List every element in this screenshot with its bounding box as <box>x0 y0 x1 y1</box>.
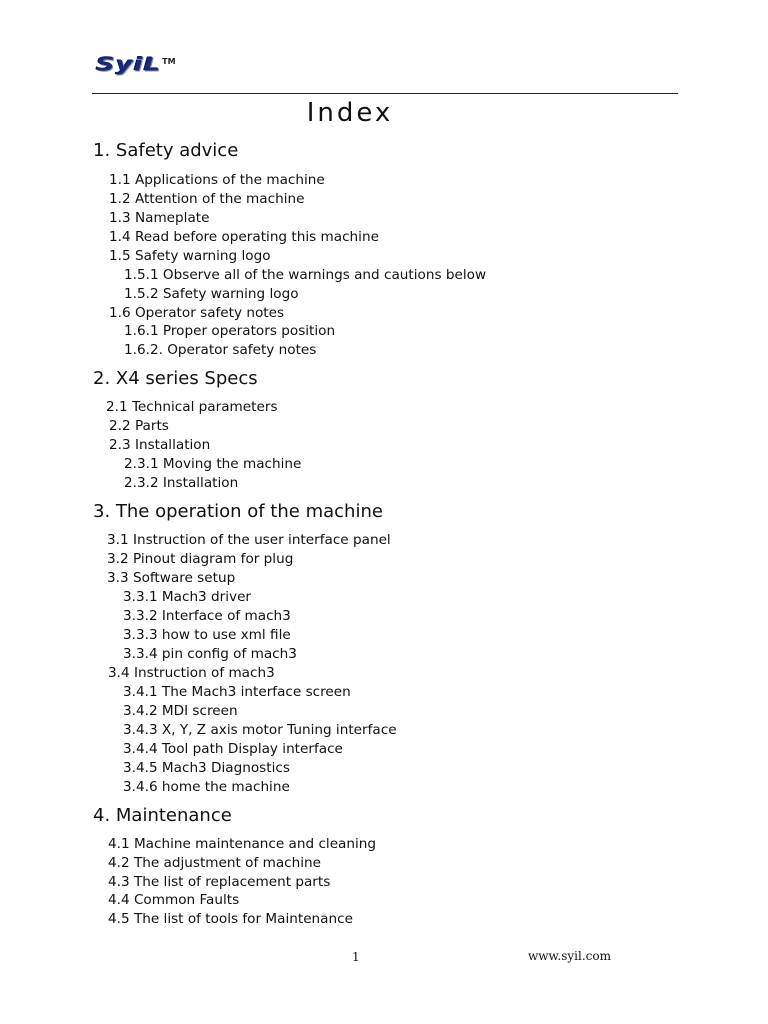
toc-item[interactable]: 3.3 Software setup <box>107 570 236 586</box>
page-number: 1 <box>352 950 360 964</box>
toc-subitem[interactable]: 2.3.1 Moving the machine <box>124 456 302 472</box>
toc-item[interactable]: 4.2 The adjustment of machine <box>108 855 322 871</box>
toc-subitem[interactable]: 3.4.2 MDI screen <box>123 703 238 719</box>
toc-item[interactable]: 4.1 Machine maintenance and cleaning <box>108 836 377 852</box>
toc-subitem[interactable]: 3.4.1 The Mach3 interface screen <box>123 684 351 700</box>
toc-item[interactable]: 4.4 Common Faults <box>108 892 240 908</box>
toc-item[interactable]: 1.2 Attention of the machine <box>109 191 305 207</box>
toc-item[interactable]: 1.3 Nameplate <box>109 210 210 226</box>
toc-subitem[interactable]: 3.3.1 Mach3 driver <box>123 589 252 605</box>
toc-item[interactable]: 2.1 Technical parameters <box>106 399 278 415</box>
logo-trademark: TM <box>162 57 176 66</box>
toc-item[interactable]: 4.3 The list of replacement parts <box>108 874 331 890</box>
toc-subitem[interactable]: 3.4.4 Tool path Display interface <box>123 741 343 757</box>
section-heading-safety-advice[interactable]: 1. Safety advice <box>93 140 239 161</box>
section-heading-operation[interactable]: 3. The operation of the machine <box>93 501 383 522</box>
toc-item[interactable]: 1.4 Read before operating this machine <box>109 229 379 245</box>
toc-subitem[interactable]: 3.4.6 home the machine <box>123 779 290 795</box>
section-heading-x4-series-specs[interactable]: 2. X4 series Specs <box>93 368 258 389</box>
toc-subitem[interactable]: 1.6.1 Proper operators position <box>124 323 336 339</box>
toc-subitem[interactable]: 3.3.4 pin config of mach3 <box>123 646 297 662</box>
toc-item[interactable]: 3.2 Pinout diagram for plug <box>107 551 294 567</box>
footer-url-link[interactable]: www.syil.com <box>528 949 611 963</box>
toc-item[interactable]: 3.4 Instruction of mach3 <box>108 665 275 681</box>
toc-subitem[interactable]: 2.3.2 Installation <box>124 475 239 491</box>
logo-wordmark: SyiL <box>96 54 162 76</box>
toc-item[interactable]: 4.5 The list of tools for Maintenance <box>108 911 353 927</box>
toc-subitem[interactable]: 1.5.2 Safety warning logo <box>124 286 299 302</box>
toc-item[interactable]: 1.5 Safety warning logo <box>109 248 271 264</box>
section-heading-maintenance[interactable]: 4. Maintenance <box>93 805 232 826</box>
toc-subitem[interactable]: 3.3.3 how to use xml file <box>123 627 291 643</box>
page-title-text: Index <box>306 98 394 128</box>
toc-item[interactable]: 1.6 Operator safety notes <box>109 305 285 321</box>
toc-item[interactable]: 2.3 Installation <box>109 437 211 453</box>
toc-subitem[interactable]: 3.4.3 X, Y, Z axis motor Tuning interface <box>123 722 397 738</box>
toc-item[interactable]: 1.1 Applications of the machine <box>109 172 325 188</box>
toc-subitem[interactable]: 3.3.2 Interface of mach3 <box>123 608 291 624</box>
toc-subitem[interactable]: 1.5.1 Observe all of the warnings and cautions below <box>124 267 487 283</box>
toc-item[interactable]: 2.2 Parts <box>109 418 169 434</box>
toc-item[interactable]: 3.1 Instruction of the user interface panel <box>107 532 391 548</box>
toc-subitem[interactable]: 3.4.5 Mach3 Diagnostics <box>123 760 290 776</box>
toc-subitem[interactable]: 1.6.2. Operator safety notes <box>124 342 317 358</box>
